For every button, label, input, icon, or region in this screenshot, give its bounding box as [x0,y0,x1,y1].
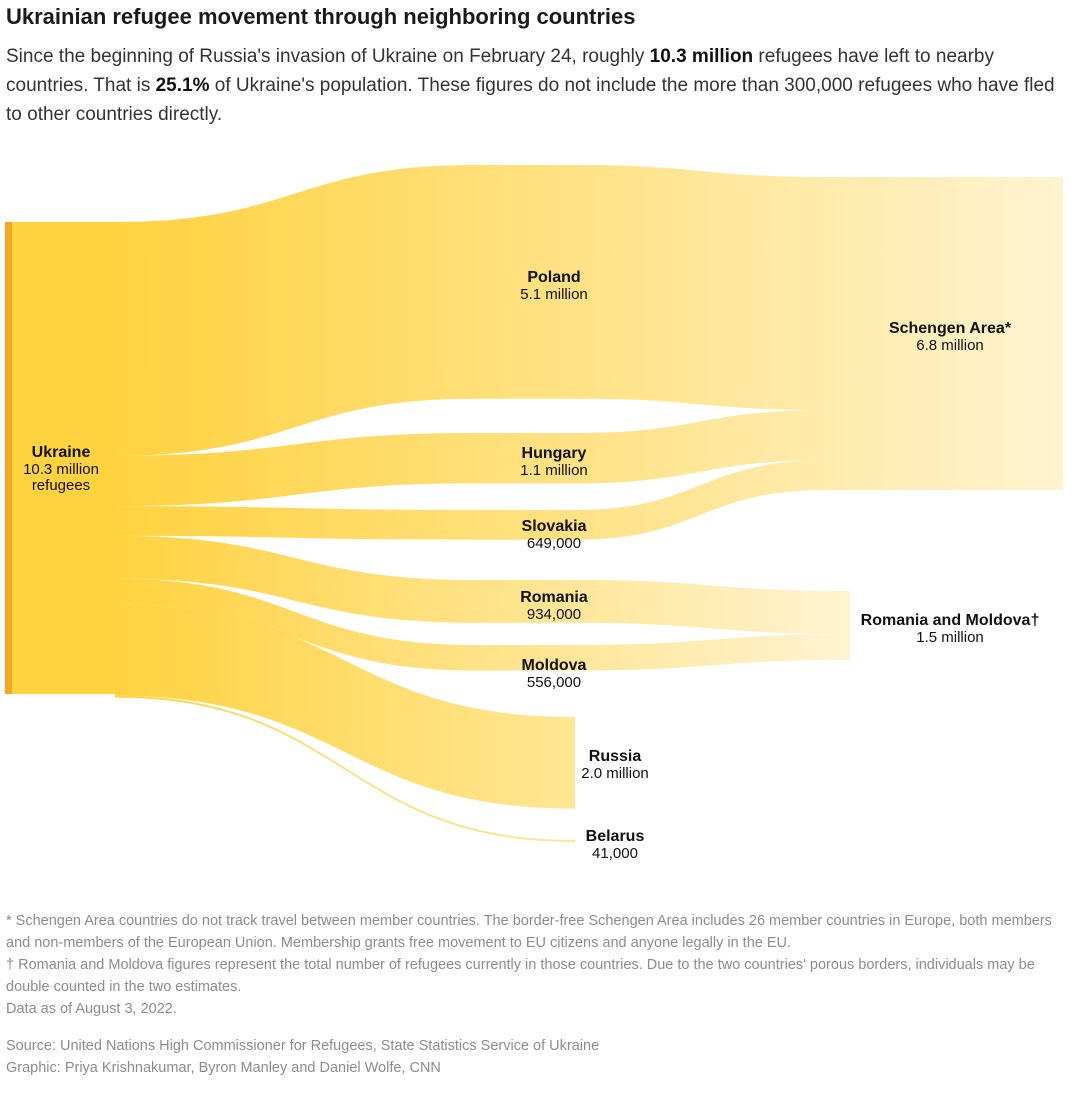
intro-bold-total: 10.3 million [649,46,754,67]
schengen-area-name-label: Schengen Area* [888,320,1012,337]
hungary-value-label: 1.1 million [520,462,588,479]
flow-ukraine-slovakia [115,506,475,540]
chart-title: Ukrainian refugee movement through neighboring countries [6,4,636,29]
belarus-value-label: 41,000 [592,845,638,862]
flow-ukraine-poland [115,165,475,456]
credits [6,1035,599,1079]
sankey-diagram [0,140,1080,880]
intro-part-3: of Ukraine's population. These figures do not include the more than 300,000 refugees who have fled to other countries directly. [6,75,1055,125]
graphic-credit: Graphic: Priya Krishnakumar, Byron Manley and Daniel Wolfe, CNN [6,1060,441,1076]
romania-and-moldova-value-label: 1.5 million [916,629,984,646]
moldova-value-label: 556,000 [526,674,582,691]
intro-part-2: refugees have left to nearby countries. That is [6,46,994,96]
intro-part-1: Since the beginning of Russia's invasion of Ukraine on February 24, roughly [6,46,650,67]
poland-name-label: Poland [527,269,581,286]
source-line: Source: United Nations High Commissioner for Refugees, State Statistics Service of Ukraine [6,1038,600,1054]
footnote-data-date: Data as of August 3, 2022. [6,1001,177,1017]
romania-value-label: 934,000 [526,606,582,623]
source-bar-ukraine [5,222,12,694]
romania-and-moldova-name-label: Romania and Moldova† [860,612,1040,629]
russia-name-label: Russia [588,748,642,765]
footnotes [6,910,1074,1020]
footnote-romania-moldova: † Romania and Moldova figures represent the total number of refugees currently in those countries. Due to the two countries' porous borders, individuals may be double counted in the two estimates. [6,957,1035,995]
flow-moldova-to-romania-and-moldova [575,634,850,670]
intro-bold-percent: 25.1% [155,75,210,96]
footnote-schengen: * Schengen Area countries do not track travel between member countries. The border-free Schengen Area includes 26 member countries in Europe, both members and non-members of the European Union. Membership grants free movement to EU citizens and anyone legally in the EU. [6,913,1052,951]
hungary-name-label: Hungary [521,445,587,462]
moldova-name-label: Moldova [521,657,587,674]
flow-romania-to-romania-and-moldova [575,580,850,634]
romania-name-label: Romania [520,589,588,606]
slovakia-name-label: Slovakia [521,518,587,535]
russia-value-label: 2.0 million [581,765,649,782]
belarus-name-label: Belarus [585,828,645,845]
poland-value-label: 5.1 million [520,286,588,303]
intro-text [6,42,1066,129]
ukraine-name-label: Ukraine [31,444,91,461]
ukraine-sub-label: refugees [31,477,91,494]
slovakia-value-label: 649,000 [526,535,582,552]
schengen-area-value-label: 6.8 million [916,337,984,354]
flow-poland-to-schengen-area [575,165,826,410]
ukraine-value-label: 10.3 million [23,461,99,478]
